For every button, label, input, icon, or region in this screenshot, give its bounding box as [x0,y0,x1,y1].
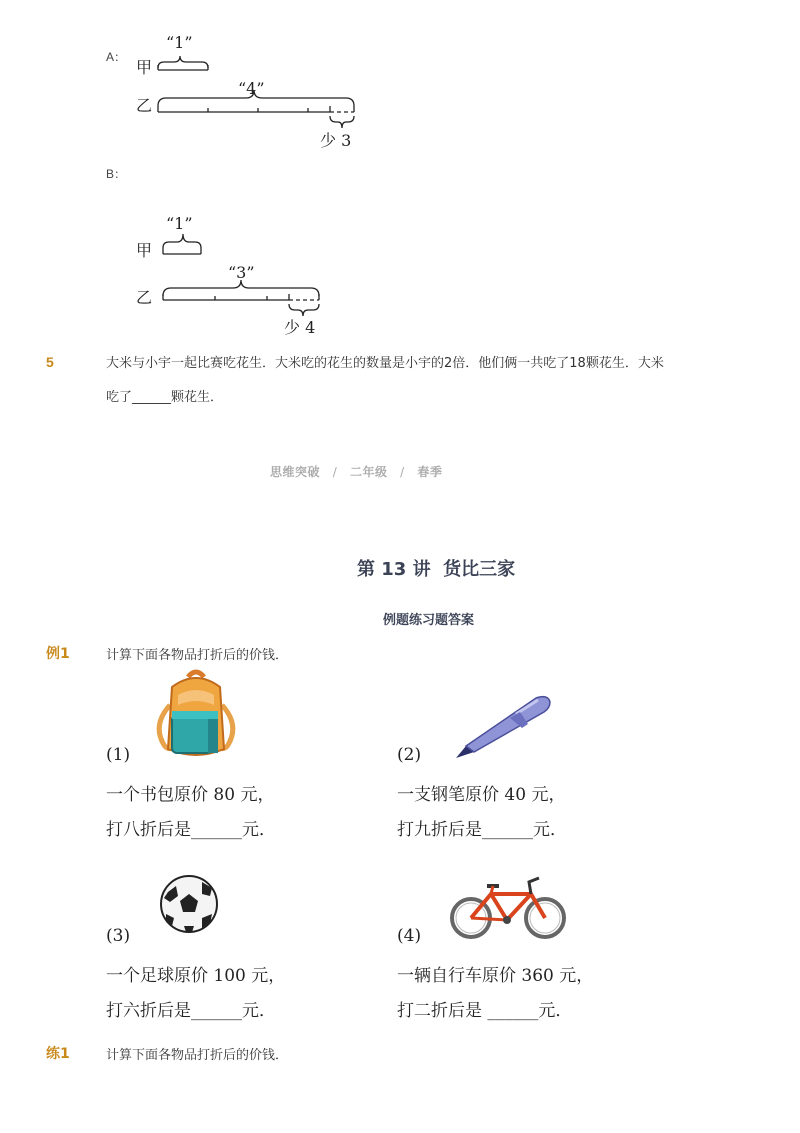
item-1-line-2: 打八折后是______元． [106,820,276,840]
option-a-jia-quote: “1” [166,33,193,52]
option-a-jia-label: 甲 [136,58,153,77]
item-4-line-2: 打二折后是 ______元． [397,1001,573,1021]
example-label: 例1 [46,646,70,662]
item-2-number: (2) [397,745,422,765]
page-footer [270,463,442,480]
option-a-yi-quote: “4” [238,79,265,98]
option-b-less-label: 少 4 [284,318,316,337]
footer-separator: / [332,465,338,479]
practice-label: 练1 [46,1046,70,1062]
item-1-line-1: 一个书包原价 80 元， [106,785,275,805]
item-4-line-1: 一辆自行车原价 360 元， [397,966,594,986]
question-5-line-1: 大米与小宇一起比赛吃花生．大米吃的花生的数量是小宇的2倍．他们俩一共吃了18颗花生．大米 [106,356,664,371]
backpack-icon [150,665,242,760]
option-b-jia-label: 甲 [136,241,153,260]
item-3-line-2: 打六折后是______元． [106,1001,276,1021]
practice-prompt: 计算下面各物品打折后的价钱． [106,1048,289,1063]
footer-grade: 二年级 [349,465,388,479]
footer-term: 春季 [417,465,443,479]
option-a-label: A： [106,50,127,64]
soccer-ball-icon [158,874,220,934]
lesson-title: 第 13 讲 货比三家 [357,559,516,580]
footer-separator: / [400,465,405,479]
item-3-number: (3) [106,926,131,946]
option-a-segment-diagram [150,50,370,130]
option-b-jia-quote: “1” [166,214,193,233]
footer-course: 思维突破 [270,465,321,479]
pen-icon [452,690,554,762]
item-2-line-2: 打九折后是______元． [397,820,567,840]
lesson-subtitle: 例题练习题答案 [383,613,475,628]
item-4-number: (4) [397,926,422,946]
question-number: 5 [46,354,54,370]
option-b-yi-quote: “3” [228,263,255,282]
question-5-line-2: 吃了______颗花生． [106,390,224,405]
option-b-yi-label: 乙 [136,288,153,307]
option-a-yi-label: 乙 [136,96,153,115]
item-1-number: (1) [106,745,131,765]
item-3-line-1: 一个足球原价 100 元， [106,966,286,986]
example-prompt: 计算下面各物品打折后的价钱． [106,648,289,663]
option-b-segment-diagram [155,228,345,320]
question-5-text [106,347,766,415]
item-2-line-1: 一支钢笔原价 40 元， [397,785,566,805]
option-b-label: B： [106,167,127,181]
option-a-less-label: 少 3 [320,131,352,150]
bicycle-icon [447,874,569,942]
